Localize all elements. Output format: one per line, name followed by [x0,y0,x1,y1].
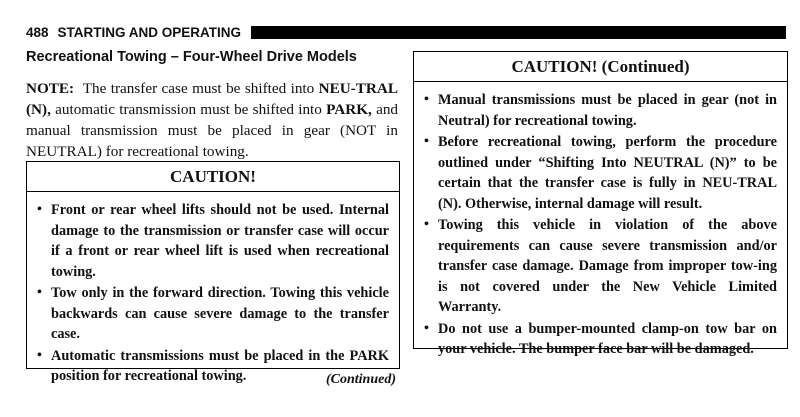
bullet-icon: • [37,202,42,217]
page-number: 488 [26,24,49,40]
caution-title-continued: CAUTION! (Continued) [414,52,787,82]
caution-item [424,215,777,318]
continued-label: (Continued) [325,372,396,387]
note-text-3: and manual transmission must be placed in gear (NOT in NEUTRAL) for recreational towing. [26,101,399,160]
caution-item-text: Manual transmissions must be placed in gear (not in Neutral) for recreational towing. [438,92,777,129]
note-text-2: automatic transmission must be shifted into [50,101,327,118]
caution-item [37,283,389,345]
caution-list [27,192,399,394]
note-label: NOTE: [26,80,75,97]
caution-item-text: Before recreational towing, perform the procedure outlined under “Shifting Into NEUTRAL (N)” to be certain that the transfer case is fully in NEU-TRAL (N). Otherwise, internal damage will result. [438,134,777,212]
bullet-icon: • [37,285,42,300]
page-header [26,21,786,43]
bullet-icon: • [424,92,429,107]
bullet-icon: • [37,347,42,363]
caution-item-text: Automatic transmissions must be placed in the PARK position for recreational towing. [51,347,389,384]
caution-title: CAUTION! [27,162,399,192]
note-paragraph [26,78,398,162]
caution-item [424,132,777,214]
header-rule [251,26,786,39]
note-bold-1: NEU-TRAL (N), [26,80,398,118]
caution-item-text: Towing this vehicle in violation of the above requirements can cause severe transmission and/or transfer case damage. Damage from improper tow-ing is not covered under the New Vehicle Limited Warranty. [438,217,777,315]
bullet-icon: • [424,217,429,232]
caution-item [424,90,777,131]
caution-box-right [413,51,788,357]
section-title: STARTING AND OPERATING [57,24,242,40]
left-column [26,48,398,162]
caution-item-text: Do not use a bumper-mounted clamp-on tow bar on your vehicle. The bumper face bar will be damaged. [438,320,777,357]
caution-item-text: Front or rear wheel lifts should not be used. Internal damage to the transmission or transfer case will occur if a front or rear wheel lift is used when recreational towing. [51,202,389,280]
bullet-icon: • [424,320,429,336]
section-heading: Recreational Towing – Four-Wheel Drive Models [26,49,357,65]
caution-item [424,319,777,360]
caution-item-text: Tow only in the forward direction. Towing this vehicle backwards can cause severe damage to the transfer case. [51,285,389,342]
note-bold-2: PARK, [326,101,372,118]
note-text-1: The transfer case must be shifted into [82,80,319,97]
caution-list [414,82,787,367]
caution-item [37,200,389,282]
bullet-icon: • [424,134,429,149]
